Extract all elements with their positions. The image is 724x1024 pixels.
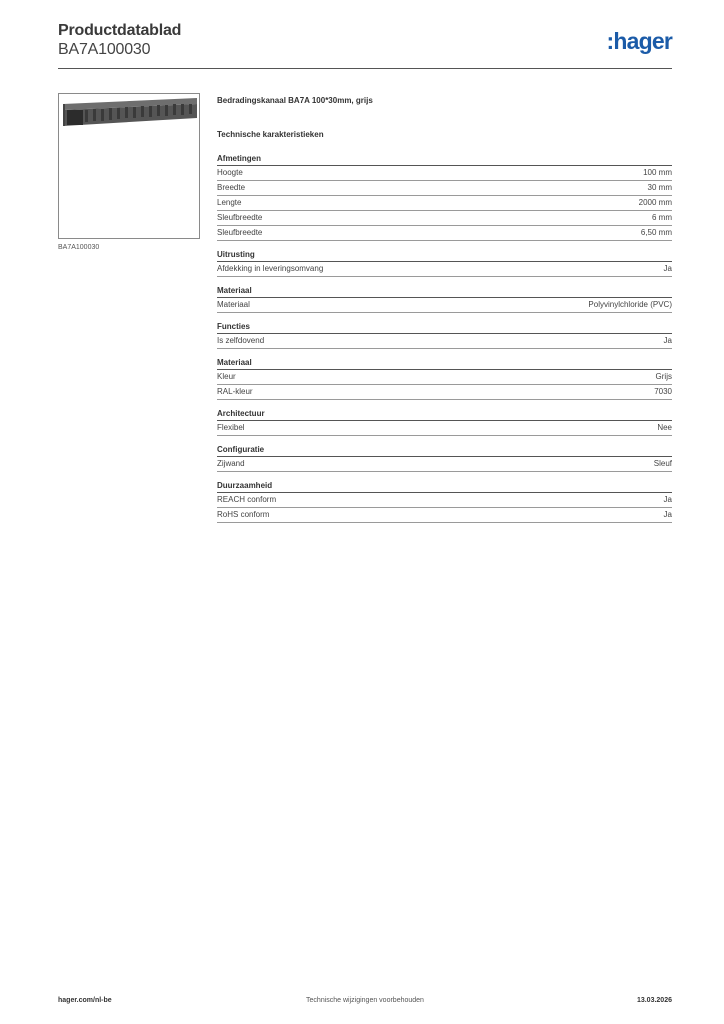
- spec-row: [217, 226, 672, 241]
- spec-section: [217, 408, 672, 436]
- spec-label: Lengte: [217, 198, 242, 207]
- spec-value: Ja: [663, 495, 672, 504]
- document-title: Productdatablad: [58, 22, 182, 39]
- spec-row: [217, 493, 672, 508]
- spec-section: [217, 444, 672, 472]
- product-data-content: [217, 96, 672, 531]
- spec-value: 6,50 mm: [640, 228, 672, 237]
- spec-value: 100 mm: [643, 168, 672, 177]
- footer-website: hager.com/nl-be: [58, 997, 112, 1004]
- spec-value: Sleuf: [653, 459, 672, 468]
- spec-row: [217, 262, 672, 277]
- spec-section-title: Configuratie: [217, 444, 672, 457]
- spec-section-title: Uitrusting: [217, 249, 672, 262]
- spec-label: RoHS conform: [217, 510, 270, 519]
- spec-section-title: Duurzaamheid: [217, 480, 672, 493]
- spec-row: [217, 196, 672, 211]
- spec-value: Ja: [663, 510, 672, 519]
- document-header: [58, 22, 672, 68]
- spec-value: Ja: [663, 264, 672, 273]
- product-code: BA7A100030: [58, 41, 151, 58]
- cable-duct-illustration: [59, 94, 201, 240]
- spec-label: Kleur: [217, 372, 236, 381]
- spec-section-title: Materiaal: [217, 285, 672, 298]
- image-caption: BA7A100030: [58, 244, 100, 251]
- spec-value: Grijs: [655, 372, 672, 381]
- spec-label: RAL-kleur: [217, 387, 253, 396]
- spec-label: Materiaal: [217, 300, 250, 309]
- spec-value: 2000 mm: [638, 198, 672, 207]
- spec-label: Hoogte: [217, 168, 243, 177]
- spec-label: REACH conform: [217, 495, 277, 504]
- spec-row: [217, 181, 672, 196]
- spec-row: [217, 166, 672, 181]
- spec-section: [217, 480, 672, 523]
- spec-section: [217, 321, 672, 349]
- spec-row: [217, 370, 672, 385]
- product-name: Bedradingskanaal BA7A 100*30mm, grijs: [217, 96, 373, 105]
- spec-row: [217, 457, 672, 472]
- spec-section: [217, 153, 672, 241]
- header-divider: [58, 68, 672, 69]
- spec-label: Breedte: [217, 183, 246, 192]
- technical-characteristics-heading: Technische karakteristieken: [217, 130, 324, 139]
- spec-row: [217, 421, 672, 436]
- spec-label: Is zelfdovend: [217, 336, 265, 345]
- spec-section-title: Afmetingen: [217, 153, 672, 166]
- hager-logo: :hager: [606, 28, 672, 54]
- specification-sections: [217, 153, 672, 523]
- spec-section: [217, 249, 672, 277]
- spec-row: [217, 298, 672, 313]
- spec-value: 7030: [654, 387, 672, 396]
- spec-label: Sleufbreedte: [217, 228, 263, 237]
- spec-section: [217, 357, 672, 400]
- spec-label: Zijwand: [217, 459, 245, 468]
- spec-row: [217, 334, 672, 349]
- spec-section-title: Functies: [217, 321, 672, 334]
- spec-row: [217, 211, 672, 226]
- product-image: [58, 93, 200, 239]
- footer-notice: Technische wijzigingen voorbehouden: [306, 997, 424, 1004]
- spec-value: 30 mm: [647, 183, 672, 192]
- spec-value: 6 mm: [652, 213, 672, 222]
- spec-section: [217, 285, 672, 313]
- spec-value: Ja: [663, 336, 672, 345]
- spec-label: Flexibel: [217, 423, 245, 432]
- footer-date: 13.03.2026: [636, 997, 672, 1004]
- spec-section-title: Materiaal: [217, 357, 672, 370]
- spec-value: Nee: [657, 423, 672, 432]
- spec-label: Sleufbreedte: [217, 213, 263, 222]
- spec-row: [217, 385, 672, 400]
- spec-label: Afdekking in leveringsomvang: [217, 264, 324, 273]
- spec-section-title: Architectuur: [217, 408, 672, 421]
- spec-row: [217, 508, 672, 523]
- spec-value: Polyvinylchloride (PVC): [588, 300, 672, 309]
